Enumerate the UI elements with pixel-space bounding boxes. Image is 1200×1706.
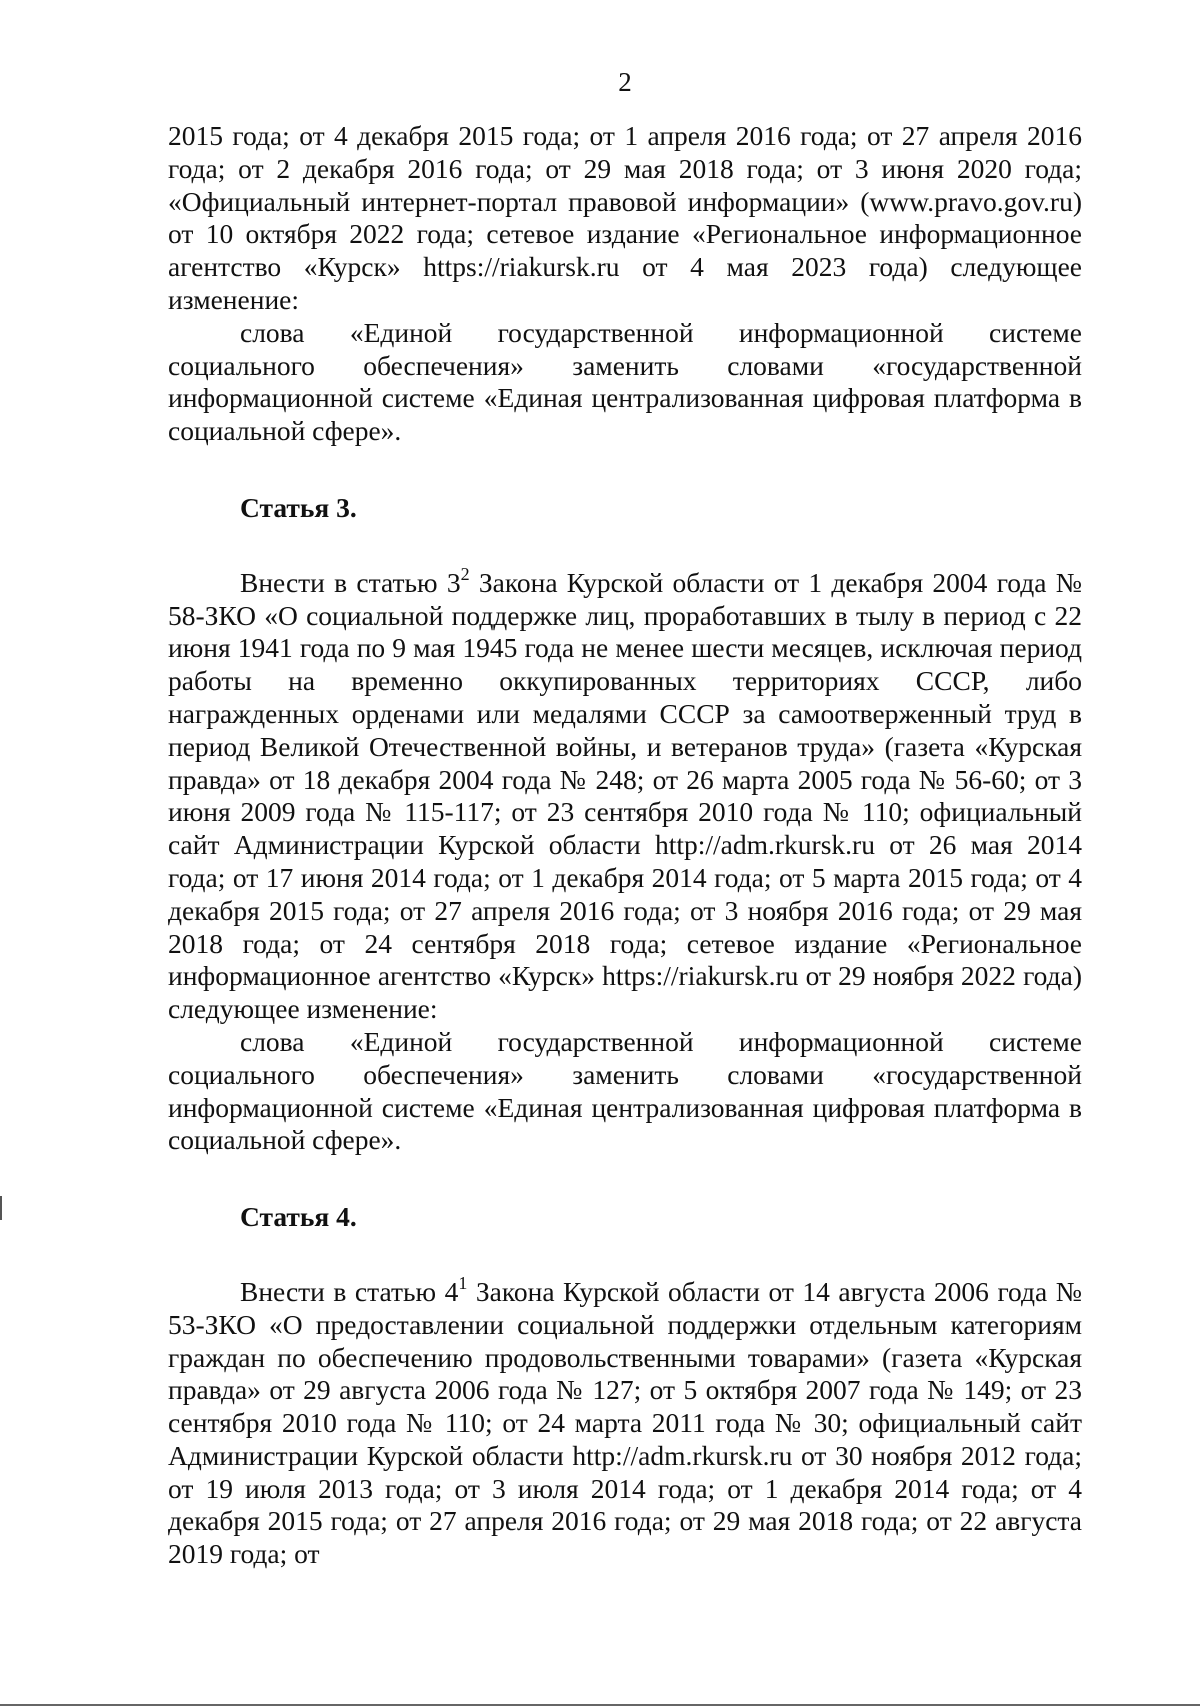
article-3-superscript: 2 — [460, 563, 470, 584]
article-3-intro-rest: Закона Курской области от 1 декабря 2004 года № 58-ЗКО «О социальной поддержке лиц, проработавших в тылу в период с 22 июня 1941 года по 9 мая 1945 года не менее шести месяцев, исключая период работы на временно оккупированных территориях СССР, либо награжденных орденами или медалями СССР за самоотверженный труд в период Великой Отечественной войны, и ветеранов труда» (газета «Курская правда» от 18 декабря 2004 года № 248; от 26 марта 2005 года № 56-60; от 3 июня 2009 года № 115-117; от 23 сентября 2010 года № 110; официальный сайт Администрации Курской области http://adm.rkursk.ru от 26 мая 2014 года; от 17 июня 2014 года; от 1 декабря 2014 года; от 5 марта 2015 года; от 4 декабря 2015 года; от 27 апреля 2016 года; от 3 ноября 2016 года; от 29 мая 2018 года; от 24 сентября 2018 года; сетевое издание «Региональное информационное агентство «Курск» https://riakursk.ru от 29 ноября 2022 года) следующее изменение: — [168, 566, 1082, 1025]
article-4-intro-rest: Закона Курской области от 14 августа 2006 года № 53-ЗКО «О предоставлении социальной поддержки отдельным категориям граждан по обеспечению продовольственными товарами» (газета «Курская правда» от 29 августа 2006 года № 127; от 5 октября 2007 года № 149; от 23 сентября 2010 года № 110; от 24 марта 2011 года № 30; официальный сайт Администрации Курской области http://adm.rkursk.ru от 30 ноября 2012 года; от 19 июля 2013 года; от 3 июля 2014 года; от 1 декабря 2014 года; от 4 декабря 2015 года; от 27 апреля 2016 года; от 29 мая 2018 года; от 22 августа 2019 года; от — [168, 1275, 1082, 1570]
article-4-heading: Статья 4. — [240, 1201, 357, 1233]
article-2-amendment: слова «Единой государственной информационной системе социального обеспечения» заменить словами «государственной информационной системе «Единая централизованная цифровая платформа в социальной сфере». — [168, 316, 1082, 447]
article-3-heading: Статья 3. — [240, 491, 357, 523]
document-body — [168, 120, 1082, 1571]
article-3-amendment: слова «Единой государственной информационной системе социального обеспечения» заменить словами «государственной информационной системе «Единая централизованная цифровая платформа в социальной сфере». — [168, 1025, 1082, 1156]
scan-edge-mark — [0, 1196, 2, 1220]
page-number: 2 — [618, 67, 632, 97]
article-3-intro-start: Внести в статью 3 — [240, 566, 461, 598]
article-4-intro-start: Внести в статью 4 — [240, 1275, 459, 1307]
article-2-continuation: 2015 года; от 4 декабря 2015 года; от 1 апреля 2016 года; от 27 апреля 2016 года; от 2 декабря 2016 года; от 29 мая 2018 года; от 3 июня 2020 года; «Официальный интернет-портал правовой информации» (www.pravo.gov.ru) от 10 октября 2022 года; сетевое издание «Региональное информационное агентство «Курск» https://riakursk.ru от 4 мая 2023 года) следующее изменение: — [168, 120, 1082, 315]
article-4-superscript: 1 — [458, 1272, 468, 1293]
article-4-intro — [168, 1272, 1082, 1571]
article-3-intro — [168, 563, 1082, 1026]
